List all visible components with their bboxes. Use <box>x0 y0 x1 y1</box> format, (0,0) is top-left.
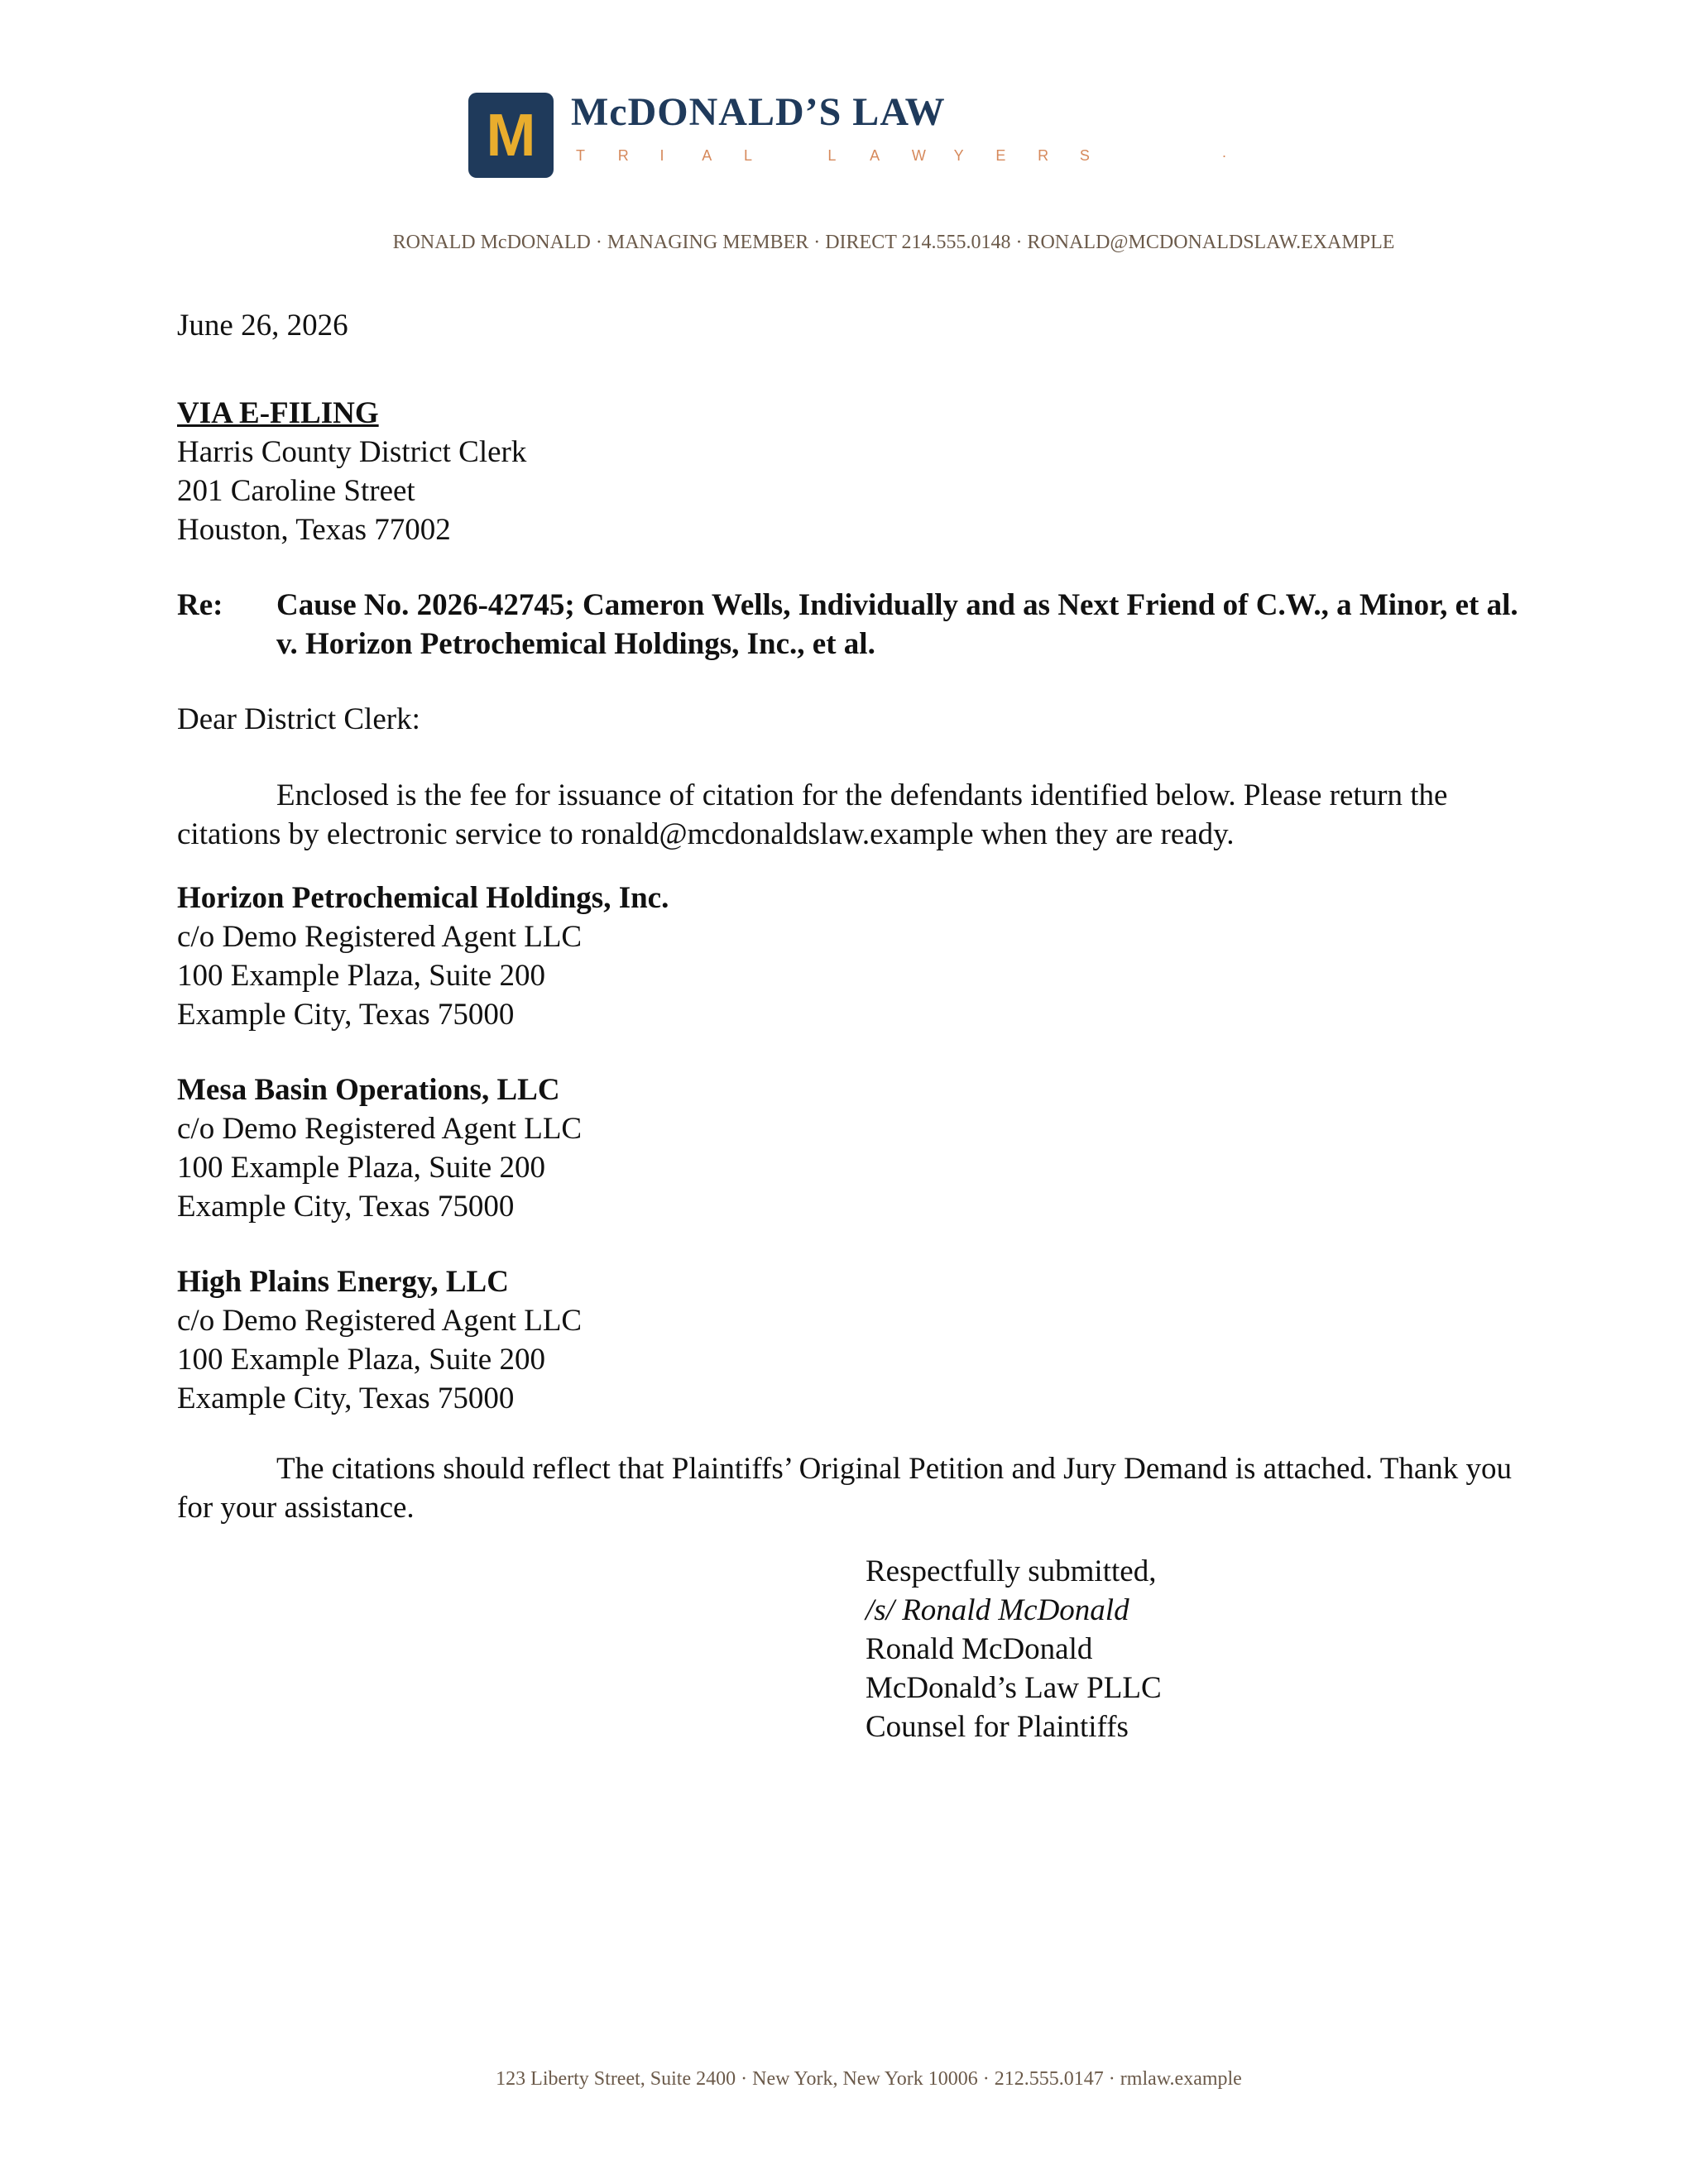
signer-name: Ronald McDonald <box>866 1632 1093 1666</box>
paragraph-closing: The citations should reflect that Plaintiffs’ Original Petition and Jury Demand is attached. Thank you for your assistance. <box>177 1452 1513 1525</box>
paragraph-intro: Enclosed is the fee for issuance of citation for the defendants identified below. Please return the citations by electronic service to ronald@mcdonaldslaw.example when they are ready. <box>177 778 1448 851</box>
tagline-letter <box>1122 147 1164 165</box>
defendant-agent: c/o Demo Registered Agent LLC <box>177 1304 583 1338</box>
defendant-address: 100 Example Plaza, Suite 200 <box>177 959 545 993</box>
defendant-address: 100 Example Plaza, Suite 200 <box>177 1343 545 1377</box>
recipient-block <box>177 394 526 549</box>
defendant-address: Example City, Texas 75000 <box>177 1190 515 1224</box>
re-label: Re: <box>177 588 223 622</box>
footer-address: 123 Liberty Street, Suite 2400 · New York, New York 10006 · 212.555.0147 · rmlaw.example <box>496 2068 1242 2090</box>
tagline-letter: T <box>576 147 585 164</box>
tagline-letter: Y <box>953 147 964 164</box>
tagline-letter: S <box>1079 147 1090 164</box>
defendant-block <box>177 879 669 1034</box>
closing: Respectfully submitted, <box>866 1554 1157 1588</box>
contact-line: RONALD McDONALD · MANAGING MEMBER · DIRECT 214.555.0148 · RONALD@MCDONALDSLAW.EXAMPLE <box>392 232 1395 253</box>
defendant-agent: c/o Demo Registered Agent LLC <box>177 920 583 954</box>
recipient-line: 201 Caroline Street <box>177 474 415 508</box>
recipient-line: Houston, Texas 77002 <box>177 513 451 547</box>
tagline-letter <box>1163 147 1206 165</box>
defendant-block <box>177 1262 582 1418</box>
defendant-address: 100 Example Plaza, Suite 200 <box>177 1151 545 1185</box>
tagline-letter <box>786 147 828 165</box>
recipient-line: Harris County District Clerk <box>177 435 527 469</box>
e-signature: /s/ Ronald McDonald <box>866 1593 1129 1627</box>
tagline-dot: · <box>1221 147 1227 164</box>
defendant-block <box>177 1070 582 1226</box>
tagline-letter: W <box>911 147 926 164</box>
defendant-address: Example City, Texas 75000 <box>177 998 515 1032</box>
salutation: Dear District Clerk: <box>177 702 420 736</box>
signature-block <box>866 1552 1162 1746</box>
tagline-letter: A <box>702 147 712 164</box>
re-subject: Cause No. 2026-42745; Cameron Wells, Individually and as Next Friend of C.W., a Minor, et al. v. Horizon Petrochemical Holdings, Inc., et al. <box>276 588 1518 661</box>
defendant-agent: c/o Demo Registered Agent LLC <box>177 1112 583 1146</box>
signer-firm: McDonald’s Law PLLC <box>866 1671 1162 1705</box>
tagline-letter: E <box>995 147 1006 164</box>
letter-date: June 26, 2026 <box>177 309 348 342</box>
defendant-name: Mesa Basin Operations, LLC <box>177 1073 560 1107</box>
tagline-letter: R <box>1038 147 1049 164</box>
tagline-letter: L <box>743 147 752 164</box>
firm-logo <box>468 93 554 178</box>
tagline-letter: I <box>659 147 664 164</box>
firm-tagline <box>576 147 1238 165</box>
tagline-letter <box>1206 147 1222 165</box>
logo-letter: M <box>486 102 536 169</box>
tagline-letter: A <box>870 147 880 164</box>
defendant-name: Horizon Petrochemical Holdings, Inc. <box>177 881 669 915</box>
delivery-method: VIA E-FILING <box>177 396 379 430</box>
defendant-address: Example City, Texas 75000 <box>177 1382 515 1415</box>
signer-role: Counsel for Plaintiffs <box>866 1710 1129 1744</box>
defendant-name: High Plains Energy, LLC <box>177 1265 509 1299</box>
tagline-letter: L <box>827 147 837 164</box>
firm-name: McDONALD’S LAW <box>571 90 946 134</box>
tagline-letter: R <box>617 147 629 164</box>
